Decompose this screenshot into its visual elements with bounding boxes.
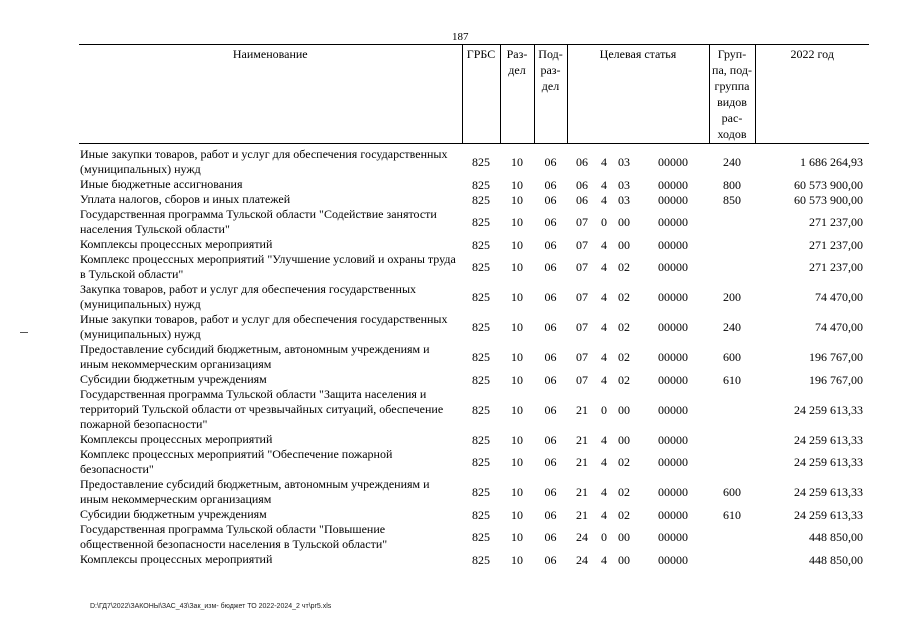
- row-razdel: 10: [511, 432, 523, 447]
- table-row: [79, 312, 869, 342]
- row-target-program: 07: [576, 350, 588, 364]
- row-name: Предоставление субсидий бюджетным, автономным учреждениям и иным некоммерческим организациям: [80, 477, 430, 506]
- row-name: Комплекс процессных мероприятий "Улучшение условий и охраны труда в Тульской области": [80, 252, 456, 281]
- row-name: Субсидии бюджетным учреждениям: [80, 507, 267, 521]
- row-razdel: 10: [511, 215, 523, 229]
- row-razdel: 10: [511, 485, 523, 499]
- table-row: [79, 237, 869, 252]
- row-amount: 196 767,00: [809, 350, 863, 364]
- row-target-program: 07: [576, 260, 588, 274]
- row-expense-group: [709, 207, 755, 237]
- row-target-type: 4: [601, 432, 607, 447]
- row-expense-group: [709, 522, 755, 552]
- row-grbs: 825: [472, 350, 490, 364]
- row-target-program: 06: [576, 192, 588, 207]
- row-target-subprogram: 00: [618, 530, 630, 544]
- row-target-subprogram: 00: [618, 402, 630, 417]
- row-target-subprogram: 03: [618, 155, 630, 169]
- row-grbs: 825: [472, 455, 490, 469]
- row-podrazdel: 06: [544, 455, 557, 469]
- row-expense-group: [709, 387, 755, 432]
- row-expense-group: [709, 552, 755, 567]
- row-razdel: 10: [511, 350, 523, 364]
- table-row: [79, 282, 869, 312]
- row-expense-group: 240: [723, 155, 741, 169]
- row-grbs: 825: [472, 552, 490, 567]
- row-name: Государственная программа Тульской области "Защита населения и территорий Тульской области от чрезвычайных ситуаций, обеспечение пожарной безопасности": [80, 387, 444, 431]
- row-podrazdel: 06: [544, 177, 557, 192]
- row-razdel: 10: [511, 320, 523, 334]
- row-target-program: 07: [576, 320, 588, 334]
- row-amount: 74 470,00: [815, 290, 863, 304]
- row-target-program: 21: [576, 402, 588, 417]
- row-podrazdel: 06: [544, 402, 557, 417]
- row-target-program: 24: [576, 552, 588, 567]
- row-target-type: 4: [601, 485, 607, 499]
- row-target-subprogram: 02: [618, 290, 630, 304]
- row-target-subprogram: 03: [618, 177, 630, 192]
- row-target-program: 24: [576, 530, 588, 544]
- row-target-program: 07: [576, 215, 588, 229]
- row-grbs: 825: [472, 485, 490, 499]
- row-target-type: 4: [601, 507, 607, 522]
- row-podrazdel: 06: [544, 485, 557, 499]
- row-target-subprogram: 00: [618, 432, 630, 447]
- row-target-direction: 00000: [658, 192, 688, 207]
- row-grbs: 825: [472, 290, 490, 304]
- row-target-subprogram: 02: [618, 350, 630, 364]
- row-target-direction: 00000: [658, 155, 688, 169]
- row-expense-group: [709, 237, 755, 252]
- row-podrazdel: 06: [544, 372, 557, 387]
- row-expense-group: 610: [723, 507, 741, 522]
- row-podrazdel: 06: [544, 290, 557, 304]
- row-target-direction: 00000: [658, 350, 688, 364]
- row-target-direction: 00000: [658, 372, 688, 387]
- row-target-type: 4: [601, 290, 607, 304]
- row-name: Государственная программа Тульской области "Повышение общественной безопасности населения в Тульской области": [80, 522, 388, 551]
- row-target-subprogram: 00: [618, 552, 630, 567]
- row-name: Субсидии бюджетным учреждениям: [80, 372, 267, 386]
- row-expense-group: 600: [723, 485, 741, 499]
- table-row: [79, 192, 869, 207]
- table-row: [79, 432, 869, 447]
- row-grbs: 825: [472, 215, 490, 229]
- table-row: [79, 144, 869, 178]
- row-podrazdel: 06: [544, 237, 557, 252]
- row-target-subprogram: 02: [618, 260, 630, 274]
- row-target-subprogram: 02: [618, 485, 630, 499]
- row-razdel: 10: [511, 155, 523, 169]
- row-expense-group: 800: [723, 177, 741, 192]
- row-name: Иные бюджетные ассигнования: [80, 177, 243, 191]
- row-expense-group: 200: [723, 290, 741, 304]
- header-podrazdel: Под- раз- дел: [534, 45, 567, 144]
- header-name: Наименование: [79, 45, 462, 144]
- row-amount: 74 470,00: [815, 320, 863, 334]
- row-expense-group: 600: [723, 350, 741, 364]
- row-name: Комплексы процессных мероприятий: [80, 552, 273, 566]
- header-row: [79, 45, 869, 144]
- row-amount: 60 573 900,00: [794, 177, 863, 192]
- row-target-direction: 00000: [658, 507, 688, 522]
- row-target-type: 4: [601, 350, 607, 364]
- scan-artifact-dash: [20, 332, 28, 333]
- row-amount: 24 259 613,33: [794, 402, 863, 417]
- table-row: [79, 552, 869, 567]
- row-target-program: 07: [576, 237, 588, 252]
- row-target-direction: 00000: [658, 215, 688, 229]
- row-podrazdel: 06: [544, 350, 557, 364]
- row-target-program: 21: [576, 455, 588, 469]
- row-podrazdel: 06: [544, 320, 557, 334]
- row-podrazdel: 06: [544, 530, 557, 544]
- row-target-program: 21: [576, 432, 588, 447]
- table-row: [79, 387, 869, 432]
- row-target-type: 4: [601, 372, 607, 387]
- row-target-direction: 00000: [658, 260, 688, 274]
- row-razdel: 10: [511, 177, 523, 192]
- row-target-subprogram: 02: [618, 372, 630, 387]
- row-razdel: 10: [511, 260, 523, 274]
- row-amount: 24 259 613,33: [794, 432, 863, 447]
- row-grbs: 825: [472, 177, 490, 192]
- row-target-direction: 00000: [658, 455, 688, 469]
- row-target-subprogram: 02: [618, 455, 630, 469]
- row-target-subprogram: 03: [618, 192, 630, 207]
- row-grbs: 825: [472, 402, 490, 417]
- table-row: [79, 252, 869, 282]
- row-expense-group: 240: [723, 320, 741, 334]
- row-amount: 1 686 264,93: [800, 155, 863, 169]
- row-grbs: 825: [472, 192, 490, 207]
- row-name: Государственная программа Тульской области "Содействие занятости населения Тульской области": [80, 207, 437, 236]
- header-expense-group: Груп- па, под- группа видов рас- ходов: [709, 45, 755, 144]
- row-amount: 24 259 613,33: [794, 455, 863, 469]
- row-name: Иные закупки товаров, работ и услуг для обеспечения государственных (муниципальных) нужд: [80, 147, 448, 176]
- row-amount: 196 767,00: [809, 372, 863, 387]
- row-target-program: 06: [576, 177, 588, 192]
- row-razdel: 10: [511, 192, 523, 207]
- row-target-direction: 00000: [658, 402, 688, 417]
- row-grbs: 825: [472, 432, 490, 447]
- row-target-subprogram: 00: [618, 215, 630, 229]
- row-name: Закупка товаров, работ и услуг для обеспечения государственных (муниципальных) нужд: [80, 282, 417, 311]
- row-podrazdel: 06: [544, 260, 557, 274]
- row-grbs: 825: [472, 320, 490, 334]
- row-target-subprogram: 00: [618, 237, 630, 252]
- row-razdel: 10: [511, 552, 523, 567]
- row-grbs: 825: [472, 237, 490, 252]
- row-grbs: 825: [472, 155, 490, 169]
- table-row: [79, 207, 869, 237]
- row-target-type: 4: [601, 552, 607, 567]
- row-grbs: 825: [472, 530, 490, 544]
- row-target-direction: 00000: [658, 320, 688, 334]
- table-row: [79, 342, 869, 372]
- row-target-type: 0: [601, 215, 607, 229]
- row-name: Предоставление субсидий бюджетным, автономным учреждениям и иным некоммерческим организациям: [80, 342, 430, 371]
- row-target-type: 4: [601, 155, 607, 169]
- table-body: [79, 144, 869, 568]
- table-row: [79, 522, 869, 552]
- row-razdel: 10: [511, 507, 523, 522]
- header-target-article: Целевая статья: [567, 45, 709, 144]
- row-target-program: 21: [576, 507, 588, 522]
- row-expense-group: [709, 432, 755, 447]
- table-row: [79, 447, 869, 477]
- table-row: [79, 177, 869, 192]
- row-amount: 271 237,00: [809, 260, 863, 274]
- row-razdel: 10: [511, 530, 523, 544]
- row-amount: 448 850,00: [809, 552, 863, 567]
- row-amount: 448 850,00: [809, 530, 863, 544]
- row-expense-group: [709, 252, 755, 282]
- row-target-direction: 00000: [658, 552, 688, 567]
- row-target-direction: 00000: [658, 432, 688, 447]
- row-podrazdel: 06: [544, 552, 557, 567]
- row-amount: 24 259 613,33: [794, 485, 863, 499]
- row-name: Комплекс процессных мероприятий "Обеспечение пожарной безопасности": [80, 447, 393, 476]
- row-name: Комплексы процессных мероприятий: [80, 432, 273, 446]
- row-grbs: 825: [472, 372, 490, 387]
- row-grbs: 825: [472, 260, 490, 274]
- row-target-direction: 00000: [658, 485, 688, 499]
- page-number: 187: [452, 31, 469, 43]
- budget-table: [79, 44, 869, 567]
- row-razdel: 10: [511, 372, 523, 387]
- row-name: Уплата налогов, сборов и иных платежей: [80, 192, 291, 206]
- row-target-type: 0: [601, 530, 607, 544]
- row-target-program: 06: [576, 155, 588, 169]
- row-name: Иные закупки товаров, работ и услуг для обеспечения государственных (муниципальных) нужд: [80, 312, 448, 341]
- row-amount: 271 237,00: [809, 215, 863, 229]
- row-amount: 271 237,00: [809, 237, 863, 252]
- row-razdel: 10: [511, 455, 523, 469]
- row-target-direction: 00000: [658, 290, 688, 304]
- row-razdel: 10: [511, 237, 523, 252]
- row-name: Комплексы процессных мероприятий: [80, 237, 273, 251]
- row-razdel: 10: [511, 290, 523, 304]
- row-target-subprogram: 02: [618, 320, 630, 334]
- row-target-type: 4: [601, 320, 607, 334]
- header-grbs: ГРБС: [462, 45, 500, 144]
- row-expense-group: 850: [723, 192, 741, 207]
- table-row: [79, 372, 869, 387]
- row-target-program: 21: [576, 485, 588, 499]
- row-target-type: 4: [601, 455, 607, 469]
- row-podrazdel: 06: [544, 507, 557, 522]
- row-target-type: 4: [601, 237, 607, 252]
- file-path-footer: D:\ГД7\2022\ЗАКОНЫ\ЗАС_43\Зак_изм- бюджет ТО 2022-2024_2 чт\pr5.xls: [90, 603, 332, 610]
- row-target-direction: 00000: [658, 530, 688, 544]
- row-grbs: 825: [472, 507, 490, 522]
- row-target-type: 0: [601, 402, 607, 417]
- row-target-direction: 00000: [658, 237, 688, 252]
- row-podrazdel: 06: [544, 192, 557, 207]
- row-target-type: 4: [601, 192, 607, 207]
- header-razdel: Раз- дел: [500, 45, 534, 144]
- row-amount: 60 573 900,00: [794, 192, 863, 207]
- row-target-type: 4: [601, 177, 607, 192]
- row-podrazdel: 06: [544, 215, 557, 229]
- row-target-program: 07: [576, 372, 588, 387]
- row-target-direction: 00000: [658, 177, 688, 192]
- row-target-type: 4: [601, 260, 607, 274]
- row-amount: 24 259 613,33: [794, 507, 863, 522]
- table-row: [79, 477, 869, 507]
- table-row: [79, 507, 869, 522]
- row-target-program: 07: [576, 290, 588, 304]
- row-razdel: 10: [511, 402, 523, 417]
- row-podrazdel: 06: [544, 432, 557, 447]
- row-expense-group: 610: [723, 372, 741, 387]
- row-podrazdel: 06: [544, 155, 557, 169]
- row-expense-group: [709, 447, 755, 477]
- row-target-subprogram: 02: [618, 507, 630, 522]
- header-year-2022: 2022 год: [755, 45, 869, 144]
